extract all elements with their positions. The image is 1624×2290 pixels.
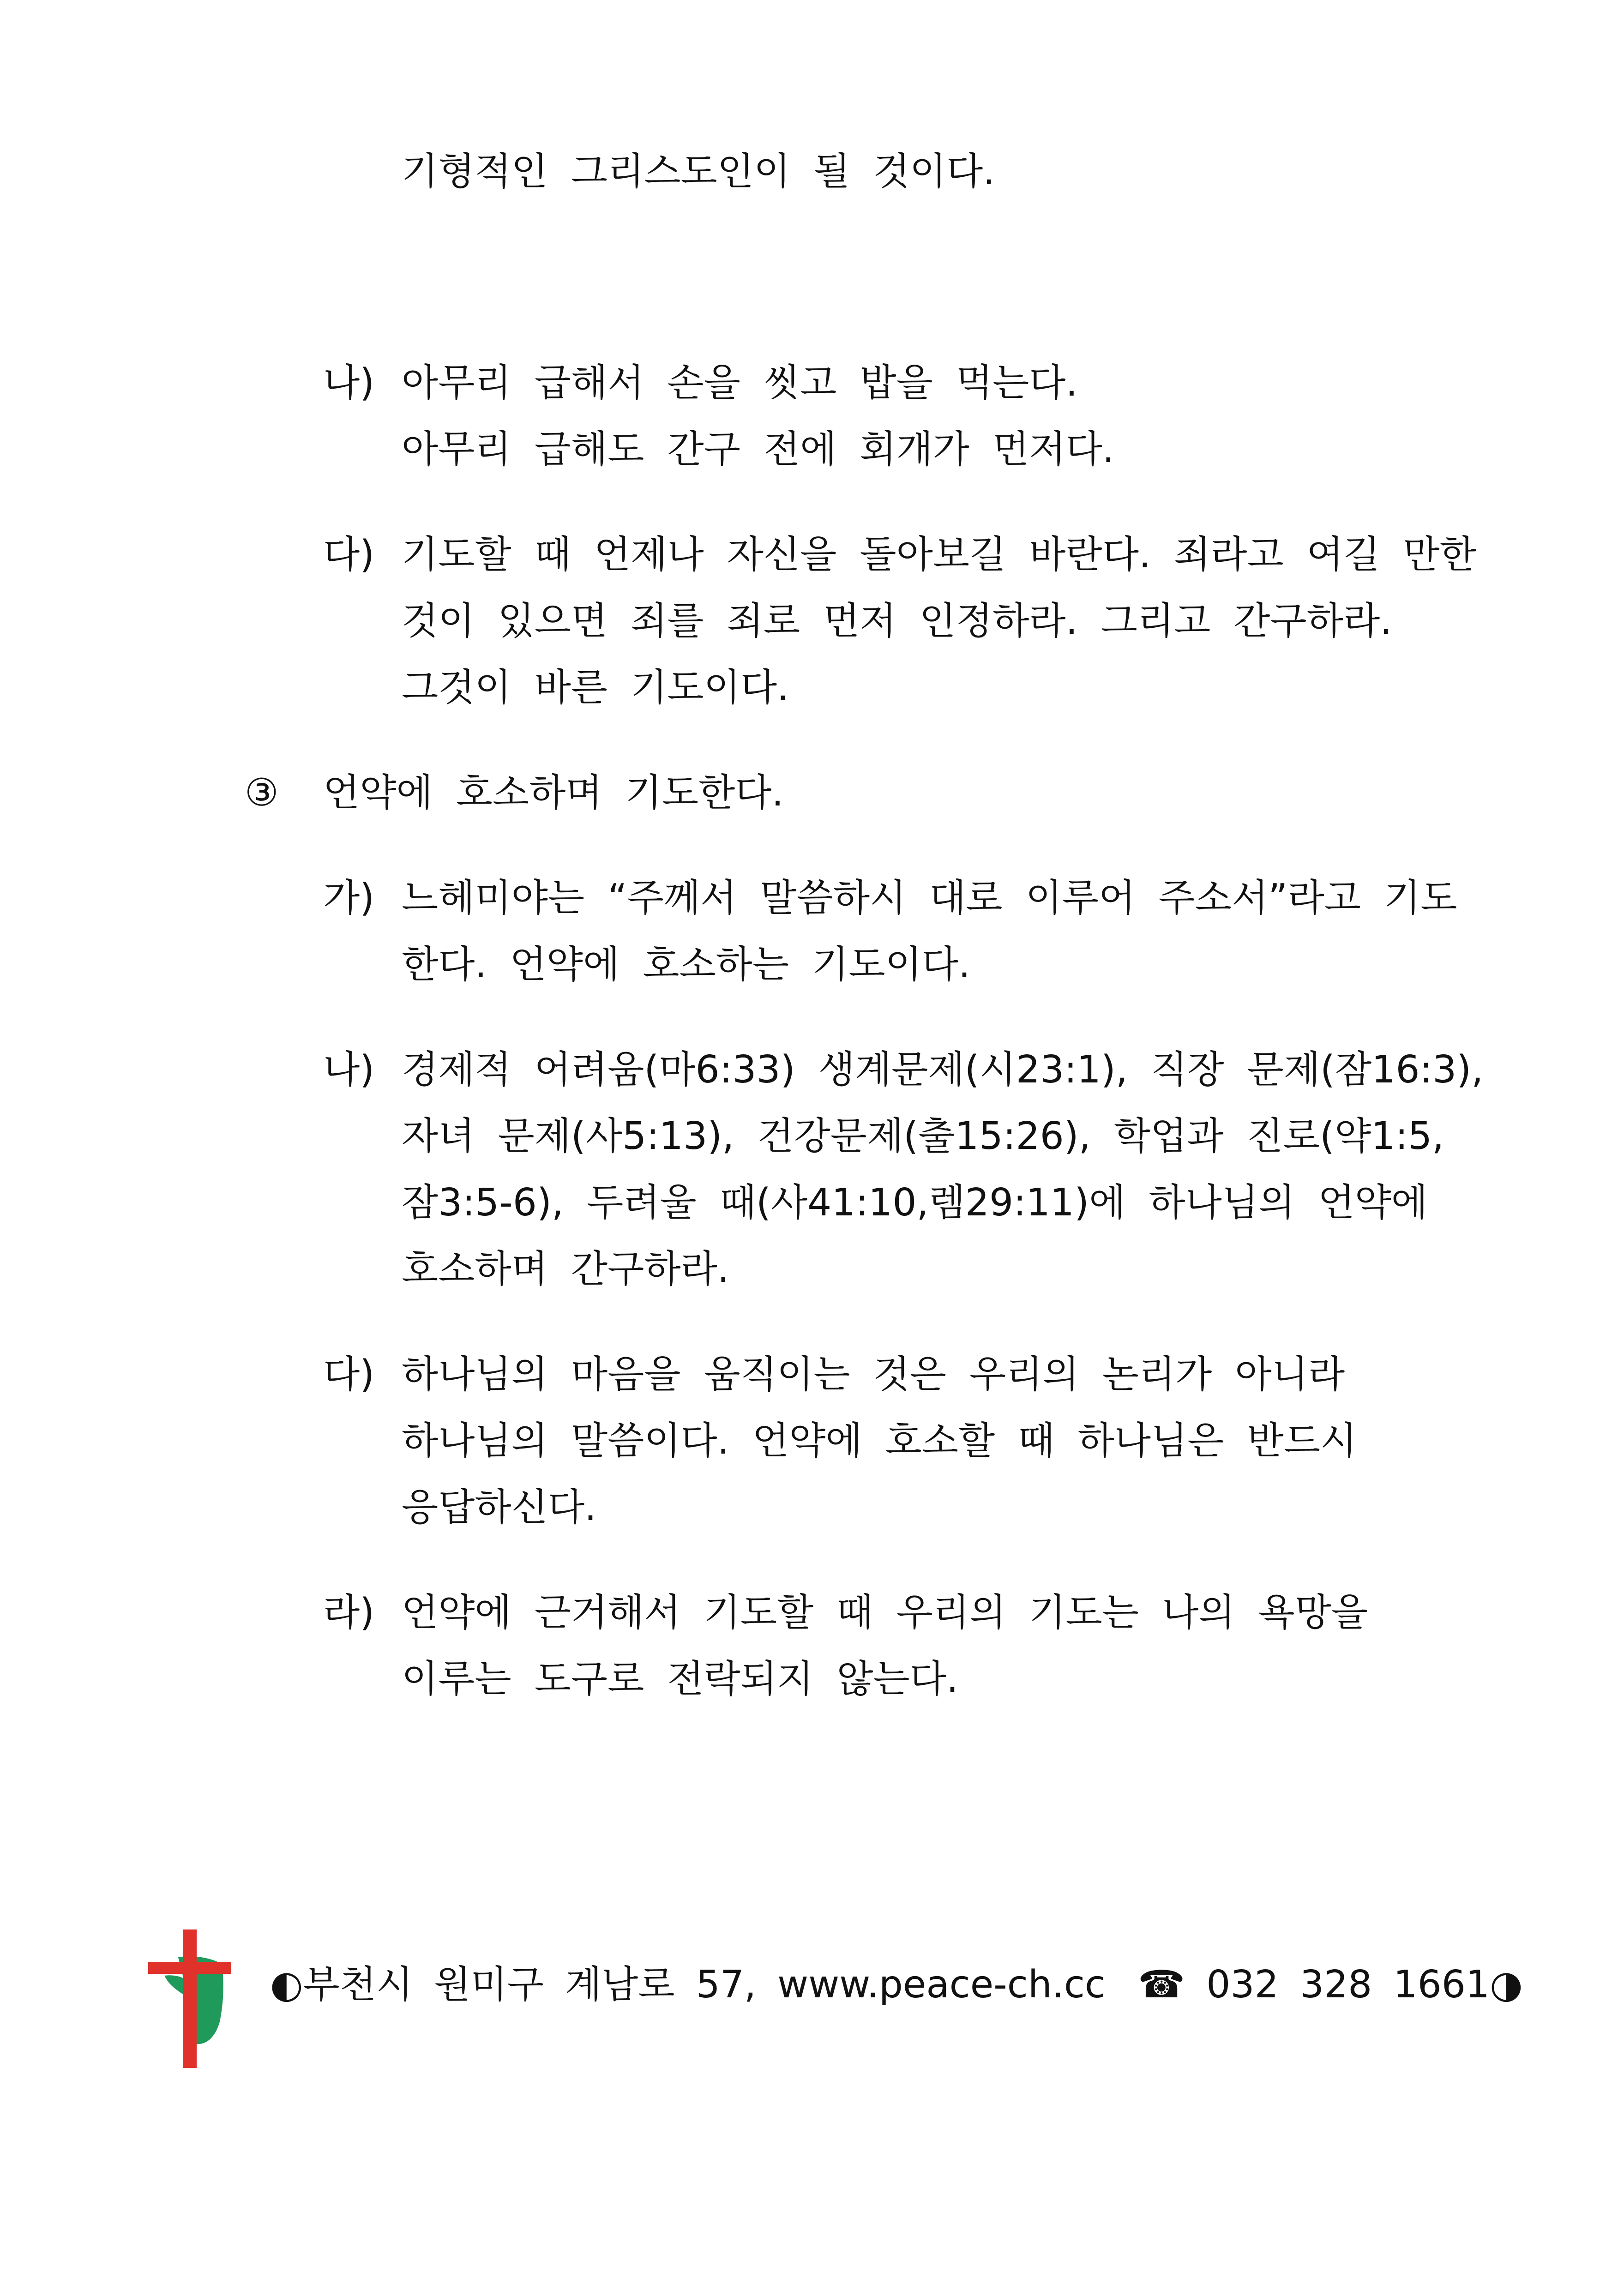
item-da-line-3: 그것이 바른 기도이다. (402, 666, 789, 709)
item-marker-ga: 가) (323, 876, 375, 920)
item-marker-na-2: 나) (323, 1048, 375, 1092)
item-na-line-2: 아무리 급해도 간구 전에 회개가 먼저다. (402, 427, 1114, 471)
item-ga-line-2: 한다. 언약에 호소하는 기도이다. (402, 943, 971, 986)
item-na2-line-2: 자녀 문제(사5:13), 건강문제(출15:26), 학업과 진로(약1:5, (402, 1114, 1444, 1158)
footer-address: ◐부천시 원미구 계남로 57, www.peace-ch.cc (270, 1963, 1106, 2007)
item-da-line-2: 것이 있으면 죄를 죄로 먼저 인정하라. 그리고 간구하라. (402, 599, 1392, 643)
item-ra-line-1: 언약에 근거해서 기도할 때 우리의 기도는 나의 욕망을 (402, 1591, 1368, 1635)
item-marker-da: 다) (323, 533, 375, 577)
item-na2-line-1: 경제적 어려움(마6:33) 생계문제(시23:1), 직장 문제(잠16:3), (402, 1048, 1484, 1092)
logo-cloth-fold (164, 1975, 183, 1994)
logo-cross-horizontal (148, 1962, 231, 1974)
item-da-line-1: 기도할 때 언제나 자신을 돌아보길 바란다. 죄라고 여길 만한 (402, 533, 1476, 577)
section-number: ③ (245, 771, 279, 815)
footer-phone: ☎ 032 328 1661◑ (1138, 1963, 1523, 2007)
item-na-line-1: 아무리 급해서 손을 씻고 밥을 먹는다. (402, 361, 1078, 405)
intro-tail-line: 기형적인 그리스도인이 될 것이다. (402, 150, 995, 193)
item-da2-line-1: 하나님의 마음을 움직이는 것은 우리의 논리가 아니라 (402, 1352, 1345, 1396)
section-heading: 언약에 호소하며 기도한다. (323, 771, 784, 815)
item-na2-line-4: 호소하며 간구하라. (402, 1247, 729, 1291)
item-ra-line-2: 이루는 도구로 전락되지 않는다. (402, 1657, 959, 1701)
item-ga-line-1: 느헤미야는 “주께서 말씀하시 대로 이루어 주소서”라고 기도 (402, 876, 1457, 920)
footer-contact (270, 1962, 1523, 2008)
church-logo-icon (146, 1929, 238, 2068)
item-marker-da-2: 다) (323, 1352, 375, 1396)
item-na2-line-3: 잠3:5-6), 두려울 때(사41:10,렘29:11)에 하나님의 언약에 (402, 1181, 1428, 1225)
item-marker-ra: 라) (323, 1591, 375, 1635)
logo-cross-vertical (183, 1929, 197, 2068)
item-marker-na: 나) (323, 361, 375, 405)
item-da2-line-2: 하나님의 말씀이다. 언약에 호소할 때 하나님은 반드시 (402, 1419, 1357, 1463)
item-da2-line-3: 응답하신다. (402, 1485, 597, 1529)
